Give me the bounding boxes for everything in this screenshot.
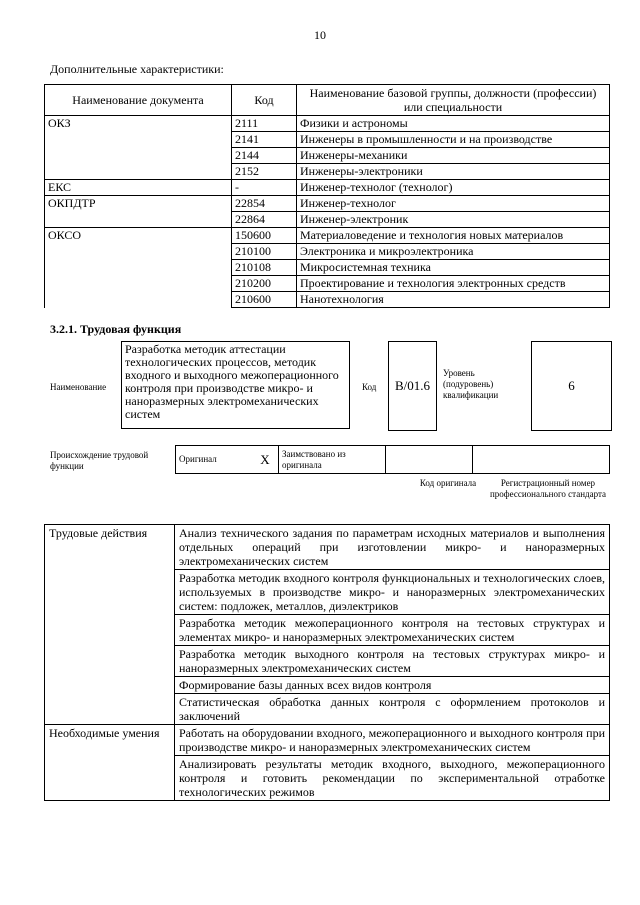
code-cell: 2141 (232, 132, 297, 148)
skill-category-label: Необходимые умения (45, 725, 175, 756)
group-name-cell: Инженеры-механики (297, 148, 610, 164)
labor-action-text: Формирование базы данных всех видов контроля (175, 677, 610, 694)
table-row (45, 180, 610, 196)
extra-characteristics-title: Дополнительные характеристики: (50, 62, 224, 76)
original-label: Оригинал (176, 446, 253, 474)
table-row (45, 260, 610, 276)
section-heading: 3.2.1. Трудовая функция (50, 322, 182, 336)
labor-action-category-cell (45, 646, 175, 677)
labor-action-category-cell (45, 677, 175, 694)
labor-action-row (45, 570, 610, 615)
code-cell: 210200 (232, 276, 297, 292)
skill-row (45, 756, 610, 801)
document-cell (45, 132, 232, 148)
code-cell: 22854 (232, 196, 297, 212)
function-name-label: Наименование (50, 382, 107, 392)
function-code-box: B/01.6 (388, 341, 437, 431)
function-code-label: Код (362, 382, 377, 392)
labor-action-row (45, 646, 610, 677)
qualification-level-box: 6 (531, 341, 612, 431)
labor-action-text: Разработка методик межоперационного контроля на тестовых структурах и элементах микро- и наноразмерных электромеханических систем (175, 615, 610, 646)
table-header-row (45, 85, 610, 116)
labor-action-category-cell (45, 615, 175, 646)
group-name-cell: Нанотехнология (297, 292, 610, 308)
code-cell: 2152 (232, 164, 297, 180)
header-code: Код (232, 85, 297, 116)
code-cell: 210108 (232, 260, 297, 276)
labor-action-category-cell (45, 694, 175, 725)
document-cell (45, 164, 232, 180)
labor-action-row (45, 525, 610, 570)
labor-action-text: Разработка методик выходного контроля на тестовых структурах микро- и наноразмерных электромеханических систем (175, 646, 610, 677)
code-cell: 2144 (232, 148, 297, 164)
group-name-cell: Электроника и микроэлектроника (297, 244, 610, 260)
document-cell (45, 148, 232, 164)
labor-action-text: Анализ технического задания по параметрам исходных материалов и выполнения отдельных операций при изготовлении микро- и наноразмерных электромеханических систем (175, 525, 610, 570)
origin-label: Происхождение трудовой функции (50, 450, 149, 471)
group-name-cell: Материаловедение и технология новых материалов (297, 228, 610, 244)
page-number: 10 (314, 28, 326, 42)
borrowed-label: Заимствовано из оригинала (279, 446, 386, 474)
document-cell: ОКПДТР (45, 196, 232, 212)
code-cell: 210100 (232, 244, 297, 260)
registration-number-caption: Регистрационный номер профессионального стандарта (489, 478, 607, 499)
labor-action-row (45, 615, 610, 646)
code-cell: 210600 (232, 292, 297, 308)
group-name-cell: Инженеры-электроники (297, 164, 610, 180)
group-name-cell: Инженеры в промышленности и на производстве (297, 132, 610, 148)
labor-action-category-cell (45, 570, 175, 615)
group-name-cell: Проектирование и технология электронных средств (297, 276, 610, 292)
qualification-level-label: Уровень (подуровень) квалификации (443, 368, 499, 400)
table-row (45, 148, 610, 164)
document-cell (45, 244, 232, 260)
extra-characteristics-table (44, 84, 610, 308)
labor-action-text: Разработка методик входного контроля функциональных и технологических слоев, используемых в производстве микро- и наноразмерных электромеханических систем: подложек, металлов, диэлектриков (175, 570, 610, 615)
skill-text: Работать на оборудовании входного, межоперационного и выходного контроля при производстве микро- и наноразмерных электромеханических систем (175, 725, 610, 756)
table-row (45, 244, 610, 260)
skill-row (45, 725, 610, 756)
function-name-box: Разработка методик аттестации технологических процессов, методик входного и выходного межоперационного контроля при производстве микро- и наноразмерных электромеханических систем (121, 341, 350, 429)
document-cell: ОКСО (45, 228, 232, 244)
table-row (45, 132, 610, 148)
group-name-cell: Физики и астрономы (297, 116, 610, 132)
table-row (45, 164, 610, 180)
table-row (45, 292, 610, 308)
labor-action-row (45, 677, 610, 694)
code-cell: 150600 (232, 228, 297, 244)
original-code-caption: Код оригинала (419, 478, 477, 488)
table-row (45, 228, 610, 244)
document-cell: ЕКС (45, 180, 232, 196)
labor-actions-table (44, 524, 610, 801)
original-code-cell (386, 446, 473, 474)
code-cell: 2111 (232, 116, 297, 132)
labor-action-row (45, 694, 610, 725)
table-row (45, 196, 610, 212)
document-cell (45, 260, 232, 276)
table-row (45, 116, 610, 132)
group-name-cell: Инженер-электроник (297, 212, 610, 228)
document-cell (45, 212, 232, 228)
skill-text: Анализировать результаты методик входного, выходного, межоперационного контроля и готовить рекомендации по экспериментальной отработке технологических режимов (175, 756, 610, 801)
table-row (45, 212, 610, 228)
header-group-name: Наименование базовой группы, должности (профессии) или специальности (297, 85, 610, 116)
code-cell: - (232, 180, 297, 196)
labor-action-text: Статистическая обработка данных контроля с оформлением протоколов и заключений (175, 694, 610, 725)
header-document: Наименование документа (45, 85, 232, 116)
code-cell: 22864 (232, 212, 297, 228)
document-cell: ОКЗ (45, 116, 232, 132)
group-name-cell: Микросистемная техника (297, 260, 610, 276)
labor-action-category-label: Трудовые действия (45, 525, 175, 570)
document-cell (45, 292, 232, 308)
original-mark: X (252, 446, 279, 474)
origin-table (175, 445, 610, 474)
skill-category-cell (45, 756, 175, 801)
document-cell (45, 276, 232, 292)
group-name-cell: Инженер-технолог (297, 196, 610, 212)
table-row (45, 276, 610, 292)
group-name-cell: Инженер-технолог (технолог) (297, 180, 610, 196)
registration-number-cell (473, 446, 610, 474)
